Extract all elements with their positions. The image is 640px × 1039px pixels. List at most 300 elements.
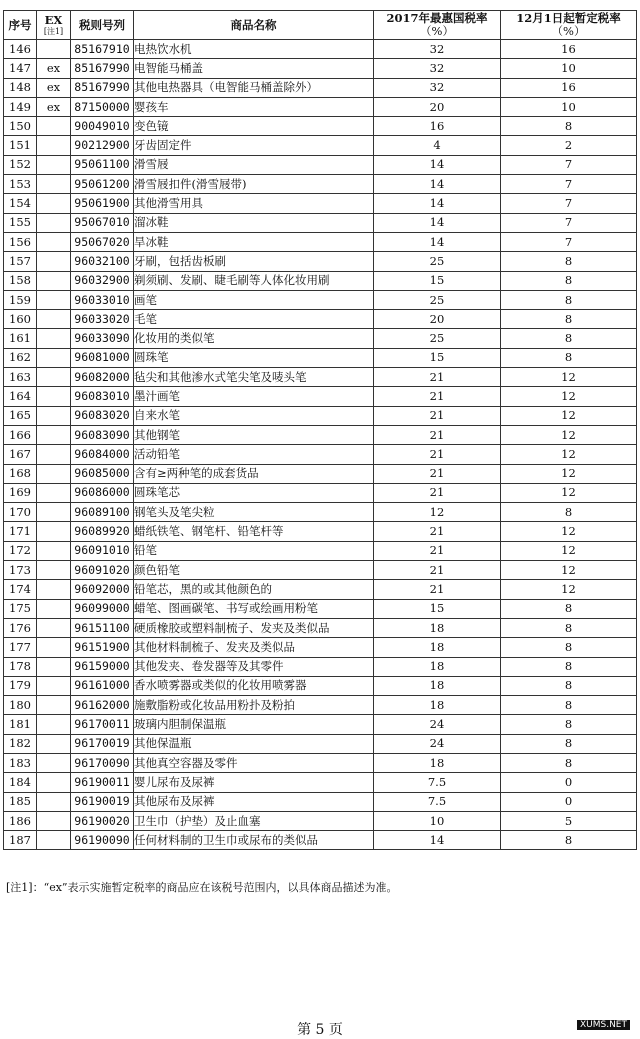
cell-seq: 159 [4, 290, 37, 309]
cell-code: 85167990 [71, 59, 134, 78]
cell-code: 87150000 [71, 97, 134, 116]
cell-ex [37, 831, 71, 850]
cell-ex [37, 753, 71, 772]
cell-code: 96033020 [71, 310, 134, 329]
cell-provisional-rate: 8 [501, 734, 637, 753]
header-ex-label: EX [44, 13, 63, 27]
cell-name: 其他材料制梳子、发夹及类似品 [134, 638, 374, 657]
cell-mfn-rate: 20 [374, 97, 501, 116]
cell-seq: 158 [4, 271, 37, 290]
cell-mfn-rate: 14 [374, 831, 501, 850]
cell-mfn-rate: 18 [374, 638, 501, 657]
cell-code: 90212900 [71, 136, 134, 155]
cell-code: 96089920 [71, 522, 134, 541]
table-row [4, 464, 637, 483]
cell-name: 其他保温瓶 [134, 734, 374, 753]
table-row [4, 232, 637, 251]
cell-name: 墨汁画笔 [134, 387, 374, 406]
cell-mfn-rate: 21 [374, 580, 501, 599]
cell-mfn-rate: 21 [374, 522, 501, 541]
cell-mfn-rate: 25 [374, 329, 501, 348]
cell-name: 牙齿固定件 [134, 136, 374, 155]
cell-code: 96161000 [71, 676, 134, 695]
cell-provisional-rate: 12 [501, 541, 637, 560]
cell-seq: 148 [4, 78, 37, 97]
cell-name: 铅笔 [134, 541, 374, 560]
cell-provisional-rate: 5 [501, 811, 637, 830]
cell-seq: 184 [4, 773, 37, 792]
table-row [4, 696, 637, 715]
cell-ex [37, 348, 71, 367]
header-mfn-unit: （%） [420, 24, 454, 38]
cell-mfn-rate: 14 [374, 213, 501, 232]
cell-code: 95061200 [71, 175, 134, 194]
cell-name: 其他真空容器及零件 [134, 753, 374, 772]
cell-ex [37, 232, 71, 251]
cell-name: 毛笔 [134, 310, 374, 329]
table-row [4, 290, 637, 309]
cell-code: 95061900 [71, 194, 134, 213]
table-row [4, 329, 637, 348]
cell-seq: 166 [4, 425, 37, 444]
header-provisional-rate [501, 11, 637, 40]
cell-provisional-rate: 12 [501, 464, 637, 483]
cell-ex [37, 329, 71, 348]
cell-name: 香水喷雾器或类似的化妆用喷雾器 [134, 676, 374, 695]
cell-provisional-rate: 8 [501, 696, 637, 715]
cell-provisional-rate: 7 [501, 194, 637, 213]
cell-seq: 146 [4, 40, 37, 59]
cell-mfn-rate: 24 [374, 715, 501, 734]
cell-seq: 155 [4, 213, 37, 232]
cell-provisional-rate: 8 [501, 290, 637, 309]
cell-ex [37, 618, 71, 637]
cell-code: 96033090 [71, 329, 134, 348]
cell-mfn-rate: 18 [374, 657, 501, 676]
cell-ex [37, 194, 71, 213]
cell-ex [37, 271, 71, 290]
cell-provisional-rate: 12 [501, 561, 637, 580]
table-row [4, 541, 637, 560]
cell-mfn-rate: 21 [374, 561, 501, 580]
cell-ex [37, 425, 71, 444]
cell-name: 电智能马桶盖 [134, 59, 374, 78]
cell-name: 卫生巾（护垫）及止血塞 [134, 811, 374, 830]
cell-name: 含有≥两种笔的成套货品 [134, 464, 374, 483]
cell-mfn-rate: 21 [374, 387, 501, 406]
cell-seq: 164 [4, 387, 37, 406]
cell-mfn-rate: 12 [374, 503, 501, 522]
table-row [4, 831, 637, 850]
cell-mfn-rate: 18 [374, 618, 501, 637]
cell-provisional-rate: 10 [501, 97, 637, 116]
cell-code: 85167910 [71, 40, 134, 59]
cell-ex [37, 715, 71, 734]
cell-ex [37, 252, 71, 271]
cell-ex [37, 561, 71, 580]
cell-code: 85167990 [71, 78, 134, 97]
cell-name: 变色镜 [134, 117, 374, 136]
cell-provisional-rate: 10 [501, 59, 637, 78]
cell-name: 钢笔头及笔尖粒 [134, 503, 374, 522]
table-row [4, 676, 637, 695]
cell-provisional-rate: 12 [501, 425, 637, 444]
cell-provisional-rate: 16 [501, 40, 637, 59]
cell-seq: 183 [4, 753, 37, 772]
cell-ex [37, 676, 71, 695]
page-number: 第 5 页 [297, 1022, 343, 1038]
cell-name: 剃须刷、发刷、睫毛刷等人体化妆用刷 [134, 271, 374, 290]
cell-code: 96190090 [71, 831, 134, 850]
cell-provisional-rate: 7 [501, 232, 637, 251]
cell-provisional-rate: 12 [501, 387, 637, 406]
cell-code: 96091020 [71, 561, 134, 580]
cell-ex [37, 638, 71, 657]
cell-provisional-rate: 12 [501, 445, 637, 464]
cell-ex [37, 773, 71, 792]
cell-code: 96085000 [71, 464, 134, 483]
table-row [4, 734, 637, 753]
cell-provisional-rate: 8 [501, 271, 637, 290]
table-row [4, 522, 637, 541]
cell-code: 96081000 [71, 348, 134, 367]
cell-code: 96190020 [71, 811, 134, 830]
cell-name: 滑雪屐扣件(滑雪屐带) [134, 175, 374, 194]
cell-seq: 178 [4, 657, 37, 676]
cell-code: 96083020 [71, 406, 134, 425]
cell-ex [37, 40, 71, 59]
cell-provisional-rate: 0 [501, 773, 637, 792]
cell-provisional-rate: 12 [501, 580, 637, 599]
cell-name: 旱冰鞋 [134, 232, 374, 251]
cell-provisional-rate: 12 [501, 368, 637, 387]
header-code: 税则号列 [71, 11, 134, 40]
cell-mfn-rate: 14 [374, 194, 501, 213]
cell-ex [37, 290, 71, 309]
cell-ex [37, 136, 71, 155]
cell-seq: 182 [4, 734, 37, 753]
cell-mfn-rate: 10 [374, 811, 501, 830]
cell-seq: 169 [4, 483, 37, 502]
watermark: XUMS.NET [577, 1020, 630, 1030]
cell-mfn-rate: 15 [374, 271, 501, 290]
cell-seq: 165 [4, 406, 37, 425]
cell-mfn-rate: 25 [374, 290, 501, 309]
cell-mfn-rate: 18 [374, 676, 501, 695]
cell-code: 96099000 [71, 599, 134, 618]
cell-code: 96162000 [71, 696, 134, 715]
cell-provisional-rate: 7 [501, 213, 637, 232]
cell-name: 玻璃内胆制保温瓶 [134, 715, 374, 734]
cell-mfn-rate: 32 [374, 59, 501, 78]
cell-provisional-rate: 12 [501, 522, 637, 541]
cell-seq: 179 [4, 676, 37, 695]
cell-seq: 149 [4, 97, 37, 116]
header-mfn-label: 2017年最惠国税率 [386, 11, 488, 25]
cell-seq: 167 [4, 445, 37, 464]
table-row [4, 194, 637, 213]
cell-ex: ex [37, 97, 71, 116]
cell-code: 96084000 [71, 445, 134, 464]
cell-provisional-rate: 8 [501, 599, 637, 618]
cell-seq: 185 [4, 792, 37, 811]
cell-ex [37, 175, 71, 194]
cell-code: 96190019 [71, 792, 134, 811]
cell-name: 其他滑雪用具 [134, 194, 374, 213]
cell-provisional-rate: 8 [501, 676, 637, 695]
table-row [4, 78, 637, 97]
cell-ex [37, 734, 71, 753]
cell-seq: 162 [4, 348, 37, 367]
cell-name: 自来水笔 [134, 406, 374, 425]
header-ex [37, 11, 71, 40]
cell-code: 90049010 [71, 117, 134, 136]
table-row [4, 387, 637, 406]
cell-name: 圆珠笔芯 [134, 483, 374, 502]
table-row [4, 811, 637, 830]
cell-mfn-rate: 21 [374, 368, 501, 387]
cell-mfn-rate: 21 [374, 445, 501, 464]
table-row [4, 503, 637, 522]
cell-ex [37, 657, 71, 676]
cell-mfn-rate: 21 [374, 483, 501, 502]
cell-ex [37, 792, 71, 811]
cell-name: 化妆用的类似笔 [134, 329, 374, 348]
cell-seq: 187 [4, 831, 37, 850]
cell-provisional-rate: 0 [501, 792, 637, 811]
table-row [4, 618, 637, 637]
cell-name: 溜冰鞋 [134, 213, 374, 232]
header-mfn-rate [374, 11, 501, 40]
header-name: 商品名称 [134, 11, 374, 40]
header-provisional-unit: （%） [551, 24, 586, 38]
cell-provisional-rate: 8 [501, 252, 637, 271]
table-row [4, 406, 637, 425]
cell-code: 96032900 [71, 271, 134, 290]
cell-seq: 181 [4, 715, 37, 734]
cell-seq: 186 [4, 811, 37, 830]
cell-seq: 160 [4, 310, 37, 329]
cell-mfn-rate: 21 [374, 541, 501, 560]
cell-mfn-rate: 21 [374, 425, 501, 444]
cell-mfn-rate: 14 [374, 232, 501, 251]
cell-ex [37, 464, 71, 483]
cell-name: 其他钢笔 [134, 425, 374, 444]
table-row [4, 155, 637, 174]
table-row [4, 715, 637, 734]
cell-code: 96089100 [71, 503, 134, 522]
cell-name: 颜色铅笔 [134, 561, 374, 580]
cell-ex [37, 445, 71, 464]
cell-ex [37, 213, 71, 232]
cell-code: 96082000 [71, 368, 134, 387]
cell-name: 任何材料制的卫生巾或尿布的类似品 [134, 831, 374, 850]
cell-mfn-rate: 25 [374, 252, 501, 271]
table-row [4, 252, 637, 271]
cell-name: 电热饮水机 [134, 40, 374, 59]
cell-name: 圆珠笔 [134, 348, 374, 367]
table-header [4, 11, 637, 40]
cell-mfn-rate: 24 [374, 734, 501, 753]
cell-code: 96083010 [71, 387, 134, 406]
cell-mfn-rate: 7.5 [374, 792, 501, 811]
cell-name: 毡尖和其他渗水式笔尖笔及唛头笔 [134, 368, 374, 387]
cell-seq: 150 [4, 117, 37, 136]
cell-ex [37, 387, 71, 406]
cell-name: 活动铅笔 [134, 445, 374, 464]
cell-seq: 175 [4, 599, 37, 618]
cell-ex [37, 310, 71, 329]
cell-mfn-rate: 18 [374, 696, 501, 715]
cell-provisional-rate: 8 [501, 753, 637, 772]
cell-provisional-rate: 8 [501, 348, 637, 367]
cell-name: 硬质橡胶或塑料制梳子、发夹及类似品 [134, 618, 374, 637]
cell-seq: 180 [4, 696, 37, 715]
table-row [4, 40, 637, 59]
cell-provisional-rate: 8 [501, 618, 637, 637]
table-row [4, 310, 637, 329]
table-row [4, 59, 637, 78]
cell-name: 蜡纸铁笔、钢笔杆、铅笔杆等 [134, 522, 374, 541]
cell-ex [37, 503, 71, 522]
table-row [4, 175, 637, 194]
cell-provisional-rate: 8 [501, 503, 637, 522]
table-body [4, 40, 637, 850]
cell-seq: 147 [4, 59, 37, 78]
cell-name: 牙刷，包括齿板刷 [134, 252, 374, 271]
cell-mfn-rate: 32 [374, 78, 501, 97]
tariff-table [3, 10, 637, 850]
cell-code: 96159000 [71, 657, 134, 676]
cell-seq: 151 [4, 136, 37, 155]
cell-seq: 168 [4, 464, 37, 483]
table-row [4, 271, 637, 290]
cell-mfn-rate: 21 [374, 464, 501, 483]
cell-code: 96086000 [71, 483, 134, 502]
cell-provisional-rate: 12 [501, 483, 637, 502]
cell-mfn-rate: 14 [374, 155, 501, 174]
cell-seq: 170 [4, 503, 37, 522]
cell-provisional-rate: 12 [501, 406, 637, 425]
table-row [4, 425, 637, 444]
table-row [4, 773, 637, 792]
cell-name: 其他尿布及尿裤 [134, 792, 374, 811]
cell-code: 96170019 [71, 734, 134, 753]
cell-name: 铅笔芯，黑的或其他颜色的 [134, 580, 374, 599]
cell-seq: 171 [4, 522, 37, 541]
cell-name: 其他电热器具（电智能马桶盖除外） [134, 78, 374, 97]
cell-provisional-rate: 8 [501, 638, 637, 657]
cell-code: 96083090 [71, 425, 134, 444]
cell-provisional-rate: 16 [501, 78, 637, 97]
cell-code: 95067020 [71, 232, 134, 251]
cell-seq: 176 [4, 618, 37, 637]
cell-mfn-rate: 4 [374, 136, 501, 155]
cell-mfn-rate: 21 [374, 406, 501, 425]
cell-seq: 161 [4, 329, 37, 348]
cell-code: 95061100 [71, 155, 134, 174]
cell-code: 96032100 [71, 252, 134, 271]
cell-ex [37, 483, 71, 502]
cell-ex: ex [37, 78, 71, 97]
table-row [4, 483, 637, 502]
cell-code: 95067010 [71, 213, 134, 232]
cell-seq: 173 [4, 561, 37, 580]
cell-seq: 156 [4, 232, 37, 251]
cell-mfn-rate: 15 [374, 599, 501, 618]
cell-provisional-rate: 2 [501, 136, 637, 155]
cell-mfn-rate: 16 [374, 117, 501, 136]
cell-ex [37, 580, 71, 599]
header-seq: 序号 [4, 11, 37, 40]
table-row [4, 368, 637, 387]
cell-mfn-rate: 7.5 [374, 773, 501, 792]
header-provisional-label: 12月1日起暂定税率 [516, 11, 621, 25]
header-ex-note: [注1] [43, 27, 64, 36]
cell-seq: 177 [4, 638, 37, 657]
table-row [4, 561, 637, 580]
cell-provisional-rate: 8 [501, 310, 637, 329]
cell-ex [37, 368, 71, 387]
cell-name: 施敷脂粉或化妆品用粉扑及粉拍 [134, 696, 374, 715]
table-row [4, 638, 637, 657]
cell-ex: ex [37, 59, 71, 78]
table-row [4, 97, 637, 116]
cell-code: 96092000 [71, 580, 134, 599]
cell-code: 96170090 [71, 753, 134, 772]
cell-ex [37, 599, 71, 618]
cell-seq: 172 [4, 541, 37, 560]
footnote: [注1]：“ex”表示实施暂定税率的商品应在该税号范围内，以具体商品描述为准。 [6, 881, 398, 894]
cell-code: 96190011 [71, 773, 134, 792]
cell-ex [37, 811, 71, 830]
cell-seq: 174 [4, 580, 37, 599]
cell-provisional-rate: 8 [501, 715, 637, 734]
table-row [4, 792, 637, 811]
cell-code: 96033010 [71, 290, 134, 309]
cell-ex [37, 522, 71, 541]
cell-seq: 157 [4, 252, 37, 271]
cell-code: 96151900 [71, 638, 134, 657]
cell-code: 96151100 [71, 618, 134, 637]
cell-mfn-rate: 14 [374, 175, 501, 194]
table-row [4, 753, 637, 772]
cell-name: 其他发夹、卷发器等及其零件 [134, 657, 374, 676]
cell-name: 画笔 [134, 290, 374, 309]
cell-mfn-rate: 15 [374, 348, 501, 367]
cell-mfn-rate: 32 [374, 40, 501, 59]
table-row [4, 213, 637, 232]
cell-name: 婴孩车 [134, 97, 374, 116]
cell-ex [37, 155, 71, 174]
table-row [4, 599, 637, 618]
cell-seq: 163 [4, 368, 37, 387]
cell-seq: 154 [4, 194, 37, 213]
cell-code: 96091010 [71, 541, 134, 560]
cell-ex [37, 117, 71, 136]
cell-mfn-rate: 18 [374, 753, 501, 772]
table-row [4, 348, 637, 367]
cell-provisional-rate: 8 [501, 831, 637, 850]
cell-name: 蜡笔、图画碳笔、书写或绘画用粉笔 [134, 599, 374, 618]
table-row [4, 136, 637, 155]
cell-seq: 152 [4, 155, 37, 174]
cell-provisional-rate: 8 [501, 657, 637, 676]
cell-mfn-rate: 20 [374, 310, 501, 329]
cell-seq: 153 [4, 175, 37, 194]
cell-provisional-rate: 7 [501, 175, 637, 194]
table-row [4, 117, 637, 136]
